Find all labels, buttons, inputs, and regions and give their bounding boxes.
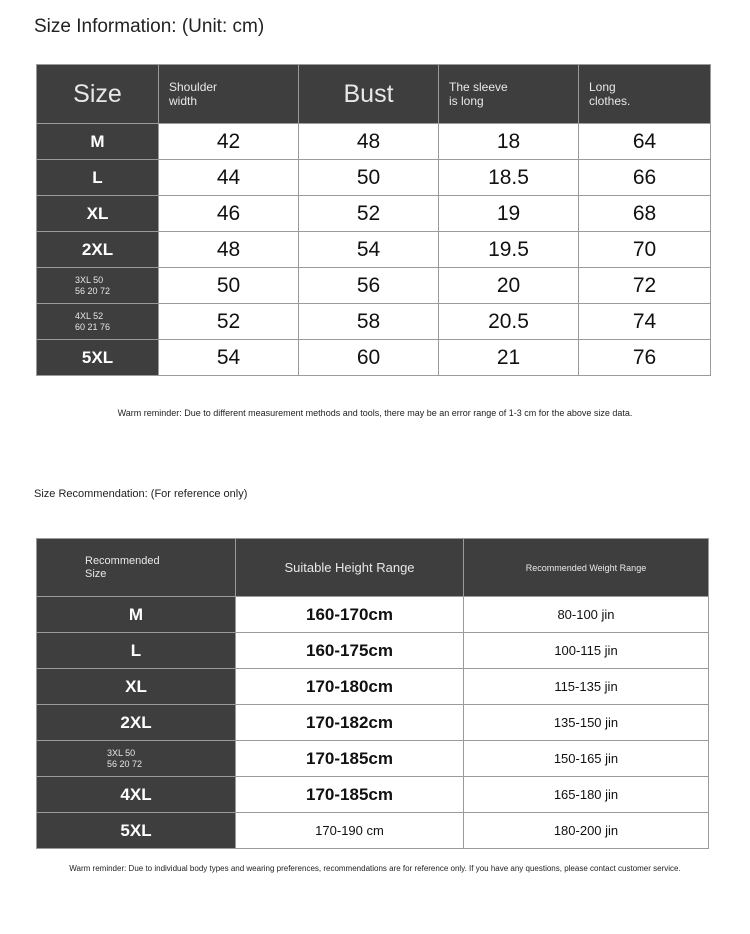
header-sleeve-label: The sleeve is long [449,80,508,108]
header-shoulder [159,65,299,124]
table-row [37,705,709,741]
size-label: 2XL [37,232,159,268]
bust-value: 54 [299,232,439,268]
bust-value: 60 [299,340,439,376]
shoulder-value: 52 [159,304,299,340]
size-label: 2XL [37,705,236,741]
table-row [37,813,709,849]
shoulder-value: 42 [159,124,299,160]
height-value: 160-175cm [236,633,464,669]
height-value: 170-182cm [236,705,464,741]
weight-value: 150-165 jin [464,741,709,777]
sleeve-value: 20.5 [439,304,579,340]
sleeve-value: 18 [439,124,579,160]
header-sleeve [439,65,579,124]
length-value: 74 [579,304,711,340]
bust-value: 58 [299,304,439,340]
size-label: L [37,160,159,196]
length-value: 76 [579,340,711,376]
table-row [37,597,709,633]
header-size: Size [37,65,159,124]
size-label: 4XL [37,777,236,813]
weight-value: 180-200 jin [464,813,709,849]
size-label [37,304,159,340]
length-value: 72 [579,268,711,304]
table-row [37,232,711,268]
header-height-range: Suitable Height Range [236,539,464,597]
shoulder-value: 54 [159,340,299,376]
recommendation-reminder: Warm reminder: Due to individual body types and wearing preferences, recommendations are for reference only. If you have any questions, please contact customer service. [69,864,681,873]
height-value: 160-170cm [236,597,464,633]
length-value: 70 [579,232,711,268]
height-value: 170-190 cm [236,813,464,849]
size-table [36,64,711,376]
table-row [37,777,709,813]
size-label: M [37,124,159,160]
height-value: 170-185cm [236,741,464,777]
sleeve-value: 19.5 [439,232,579,268]
size-label [37,268,159,304]
sleeve-value: 20 [439,268,579,304]
header-weight-range: Recommended Weight Range [464,539,709,597]
size-label: L [37,633,236,669]
recommendation-title: Size Recommendation: (For reference only) [34,488,248,500]
header-recommended-size [37,539,236,597]
table-row [37,160,711,196]
shoulder-value: 46 [159,196,299,232]
table-row [37,196,711,232]
size-label-text: 3XL 50 56 20 72 [75,274,111,296]
weight-value: 135-150 jin [464,705,709,741]
size-label: XL [37,196,159,232]
length-value: 66 [579,160,711,196]
page-title: Size Information: (Unit: cm) [34,16,265,37]
header-shoulder-label: Shoulder width [169,80,218,108]
bust-value: 48 [299,124,439,160]
header-length-label: Long clothes. [589,80,631,108]
height-value: 170-185cm [236,777,464,813]
recommendation-table-header [37,539,709,597]
header-recommended-size-label: Recommended Size [85,554,160,580]
weight-value: 100-115 jin [464,633,709,669]
size-label-text: 3XL 50 56 20 72 [107,747,143,769]
weight-value: 80-100 jin [464,597,709,633]
table-row [37,268,711,304]
table-row [37,741,709,777]
table-row [37,304,711,340]
weight-value: 115-135 jin [464,669,709,705]
measurement-reminder: Warm reminder: Due to different measurement methods and tools, there may be an error range of 1-3 cm for the above size data. [117,408,633,418]
header-bust: Bust [299,65,439,124]
height-value: 170-180cm [236,669,464,705]
weight-value: 165-180 jin [464,777,709,813]
sleeve-value: 21 [439,340,579,376]
table-row [37,124,711,160]
shoulder-value: 44 [159,160,299,196]
size-label: XL [37,669,236,705]
bust-value: 56 [299,268,439,304]
size-label [37,741,236,777]
shoulder-value: 50 [159,268,299,304]
bust-value: 52 [299,196,439,232]
table-row [37,633,709,669]
size-label-text: 4XL 52 60 21 76 [75,310,111,332]
size-label: M [37,597,236,633]
length-value: 64 [579,124,711,160]
shoulder-value: 48 [159,232,299,268]
length-value: 68 [579,196,711,232]
sleeve-value: 18.5 [439,160,579,196]
size-label: 5XL [37,340,159,376]
sleeve-value: 19 [439,196,579,232]
table-row [37,340,711,376]
size-label: 5XL [37,813,236,849]
table-row [37,669,709,705]
bust-value: 50 [299,160,439,196]
size-table-header [37,65,711,124]
recommendation-table [36,538,709,849]
header-length [579,65,711,124]
